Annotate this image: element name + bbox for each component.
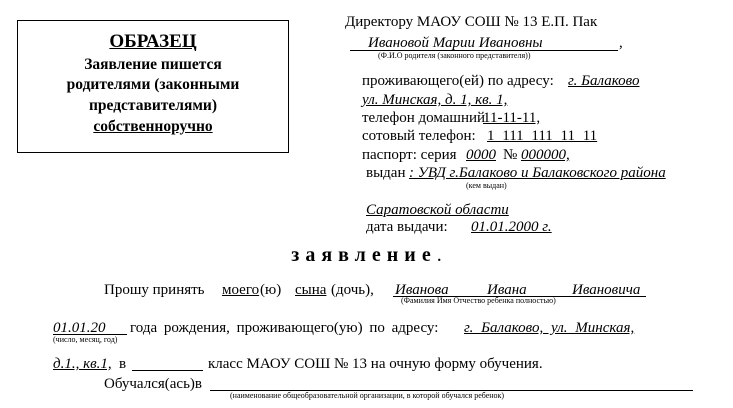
passport-number: 000000, xyxy=(521,147,570,163)
heading-text: заявление xyxy=(291,244,437,266)
mine-word: моего xyxy=(222,282,260,298)
sample-line-2: родителями (законными xyxy=(66,76,240,93)
passport-no-label: № xyxy=(503,147,518,163)
passport-series: 0000 xyxy=(466,147,496,163)
birth-text: года рождения, проживающего(ую) по адресу: xyxy=(130,320,439,336)
issued-by: : УВД г.Балаково и Балаковского района xyxy=(409,165,666,181)
cell-phone-label: сотовый телефон: xyxy=(362,128,476,144)
passport-label: паспорт: серия xyxy=(362,147,457,163)
document-heading xyxy=(0,245,733,265)
sample-line-1: Заявление пишется xyxy=(84,56,222,73)
child-middle-name: Ивановича xyxy=(572,282,641,298)
sample-line-4: собственноручно xyxy=(93,118,213,135)
address-street: ул. Минская, д. 1, кв. 1, xyxy=(362,92,508,108)
child-first-name: Ивана xyxy=(487,282,527,298)
heading-dot: . xyxy=(436,244,442,266)
class-text: класс МАОУ СОШ № 13 на очную форму обучения. xyxy=(208,356,543,372)
child-last-name: Иванова xyxy=(395,282,449,298)
address-label: проживающего(ей) по адресу: xyxy=(362,73,554,89)
parent-name-comma: , xyxy=(619,35,623,51)
issued-region: Саратовской области xyxy=(366,202,509,218)
request-start: Прошу принять xyxy=(104,282,205,298)
address-city: г. Балаково xyxy=(568,73,640,89)
in-word: в xyxy=(119,356,127,372)
birth-date: 01.01.20 xyxy=(53,320,106,336)
child-house: д.1., кв.1, xyxy=(53,356,112,372)
parent-name-hint: (Ф.И.О родителя (законного представителя)) xyxy=(378,51,531,60)
parent-name: Ивановой Марии Ивановны xyxy=(368,35,543,51)
son-word: сына xyxy=(295,282,327,298)
class-blank xyxy=(132,370,203,371)
cell-phone-value: 1 111 111 11 11 xyxy=(487,128,598,144)
sample-box xyxy=(17,20,289,153)
issued-label: выдан xyxy=(366,165,406,181)
studied-hint: (наименование общеобразовательной организации, в которой обучался ребенок) xyxy=(230,391,505,400)
child-name-hint: (Фамилия Имя Отчество ребенка полностью) xyxy=(401,296,556,305)
birth-date-hint: (число, месяц, год) xyxy=(53,335,118,344)
home-phone-value: 11-11-11, xyxy=(483,110,541,126)
issue-date-label: дата выдачи: xyxy=(366,219,448,235)
child-city: г. Балаково, ул. Минская, xyxy=(464,320,635,336)
daughter-word: (дочь), xyxy=(331,282,374,298)
studied-label: Обучался(ась)в xyxy=(104,376,202,392)
home-phone-label: телефон домашний xyxy=(362,110,486,126)
director-line: Директору МАОУ СОШ № 13 Е.П. Пак xyxy=(345,14,598,30)
issued-hint: (кем выдан) xyxy=(466,181,507,190)
sample-line-3: представителями) xyxy=(88,97,218,114)
issue-date: 01.01.2000 г. xyxy=(471,219,552,235)
mine-suffix: (ю) xyxy=(260,282,282,298)
sample-title: ОБРАЗЕЦ xyxy=(109,31,197,52)
